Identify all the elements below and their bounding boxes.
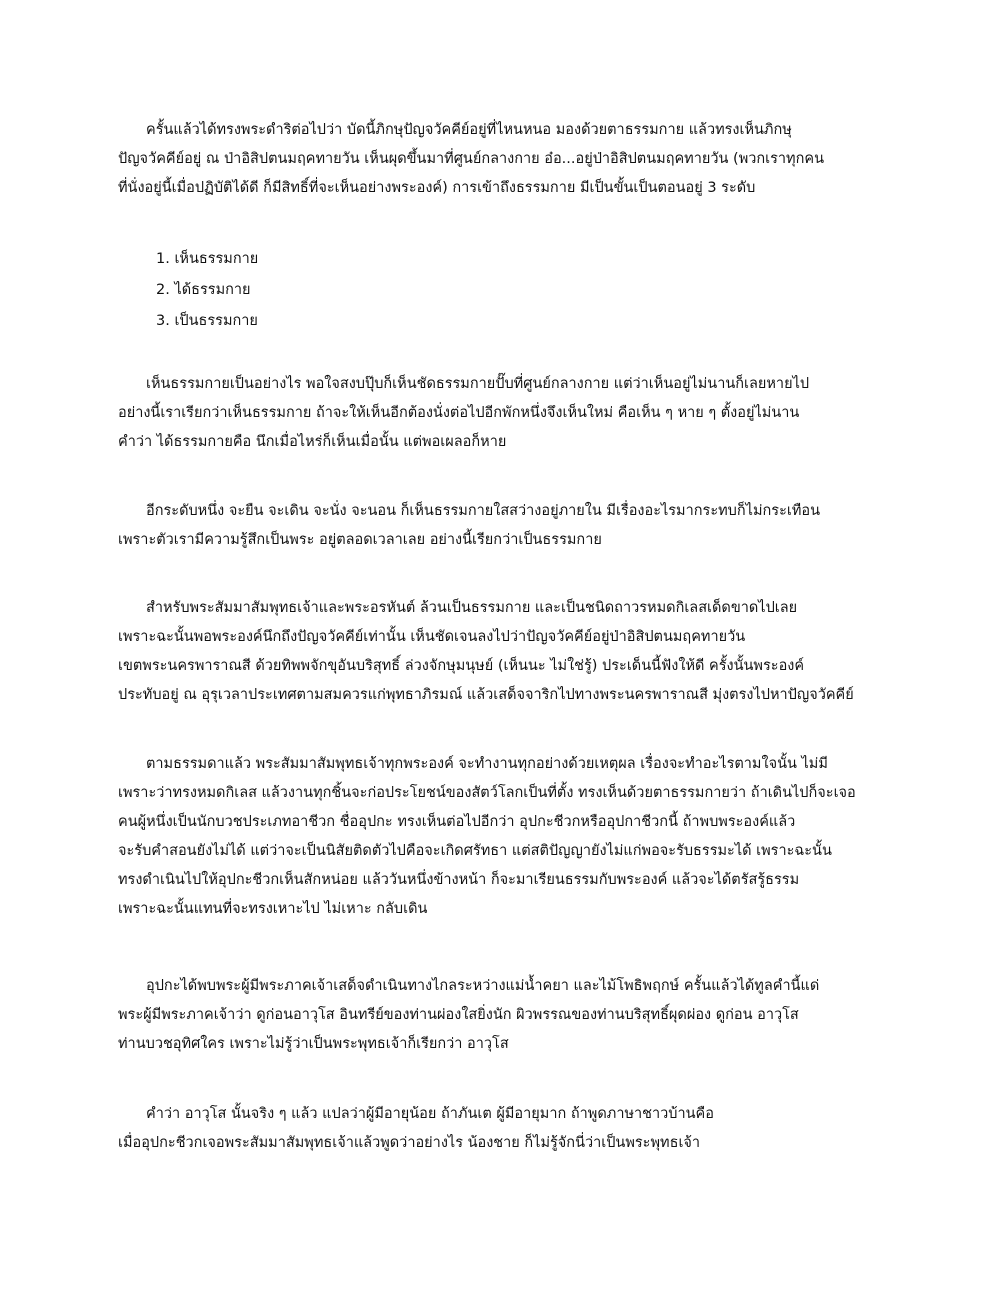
text-line: ตามธรรมดาแล้ว พระสัมมาสัมพุทธเจ้าทุกพระองค์ จะทำงานทุกอย่างด้วยเหตุผล เรื่องจะทำอะไรตามใจนั้น ไม่มี	[146, 756, 828, 772]
text-line: ท่านบวชอุทิศใคร เพราะไม่รู้ว่าเป็นพระพุทธเจ้าก็เรียกว่า อาวุโส	[118, 1036, 509, 1052]
text-line: เพราะตัวเรามีความรู้สึกเป็นพระ อยู่ตลอดเวลาเลย อย่างนี้เรียกว่าเป็นธรรมกาย	[118, 532, 602, 548]
numbered-list	[156, 244, 258, 337]
text-line: คนผู้หนึ่งเป็นนักบวชประเภทอาชีวก ชื่ออุปกะ ทรงเห็นต่อไปอีกว่า อุปกะชีวกหรืออุปกาชีวกนี้ ถ้าพบพระองค์แล้ว	[118, 814, 796, 830]
text-line: คำว่า ได้ธรรมกายคือ นึกเมื่อไหร่ก็เห็นเมื่อนั้น แต่พอเผลอก็หาย	[118, 434, 507, 450]
list-item: 2. ได้ธรรมกาย	[156, 282, 251, 298]
text-line: อุปกะได้พบพระผู้มีพระภาคเจ้าเสด็จดำเนินทางไกลระหว่างแม่น้ำคยา และไม้โพธิพฤกษ์ ครั้นแล้วได้ทูลคำนี้แด่	[146, 978, 820, 994]
text-line: ปัญจวัคคีย์อยู่ ณ ป่าอิสิปตนมฤคทายวัน เห็นผุดขึ้นมาที่ศูนย์กลางกาย อ๋อ...อยู่ป่าอิสิปตนมฤคทายวัน (พวกเราทุกคน	[118, 151, 825, 167]
text-line: สำหรับพระสัมมาสัมพุทธเจ้าและพระอรหันต์ ล้วนเป็นธรรมกาย และเป็นชนิดถาวรหมดกิเลสเด็ดขาดไปเลย	[146, 600, 798, 616]
text-line: เพราะว่าทรงหมดกิเลส แล้วงานทุกชิ้นจะก่อประโยชน์ของสัตว์โลกเป็นที่ตั้ง ทรงเห็นด้วยตาธรรมกายว่า ถ้าเดินไปก็จะเจอ	[118, 785, 856, 801]
list-item: 1. เห็นธรรมกาย	[156, 251, 259, 267]
text-line: เมื่ออุปกะชีวกเจอพระสัมมาสัมพุทธเจ้าแล้วพูดว่าอย่างไร น้องชาย ก็ไม่รู้จักนี่ว่าเป็นพระพุทธเจ้า	[118, 1135, 701, 1151]
paragraph-3	[118, 497, 898, 555]
paragraph-2	[118, 370, 898, 457]
text-line: เพราะฉะนั้นพอพระองค์นึกถึงปัญจวัคคีย์เท่านั้น เห็นชัดเจนลงไปว่าปัญจวัคคีย์อยู่ป่าอิสิปตนมฤคทายวัน	[118, 629, 746, 645]
paragraph-5	[118, 750, 898, 924]
text-line: จะรับคำสอนยังไม่ได้ แต่ว่าจะเป็นนิสัยติดตัวไปคือจะเกิดศรัทธา แต่สติปัญญายังไม่แก่พอจะรับธรรมะได้ เพราะฉะนั้น	[118, 843, 832, 859]
paragraph-7	[118, 1100, 898, 1158]
text-line: ที่นั่งอยู่นี้เมื่อปฏิบัติได้ดี ก็มีสิทธิ์ที่จะเห็นอย่างพระองค์) การเข้าถึงธรรมกาย มีเป็นขั้นเป็นตอนอยู่ 3 ระดับ	[118, 180, 756, 196]
text-line: เขตพระนครพาราณสี ด้วยทิพพจักขุอันบริสุทธิ์ ล่วงจักษุมนุษย์ (เห็นนะ ไม่ใช่รู้) ประเด็นนี้ฟังให้ดี ครั้งนั้นพระองค์	[118, 658, 805, 674]
paragraph-1	[118, 116, 898, 203]
text-line: อย่างนี้เราเรียกว่าเห็นธรรมกาย ถ้าจะให้เห็นอีกต้องนั่งต่อไปอีกพักหนึ่งจึงเห็นใหม่ คือเห็น ๆ หาย ๆ ตั้งอยู่ไม่นาน	[118, 405, 800, 421]
text-line: เพราะฉะนั้นแทนที่จะทรงเหาะไป ไม่เหาะ กลับเดิน	[118, 901, 428, 917]
text-line: คำว่า อาวุโส นั้นจริง ๆ แล้ว แปลว่าผู้มีอายุน้อย ถ้าภันเต ผู้มีอายุมาก ถ้าพูดภาษาชาวบ้านคือ	[146, 1106, 714, 1122]
text-line: พระผู้มีพระภาคเจ้าว่า ดูก่อนอาวุโส อินทรีย์ของท่านผ่องใสยิ่งนัก ผิวพรรณของท่านบริสุทธิ์ผุดผ่อง ดูก่อน อาวุโส	[118, 1007, 799, 1023]
text-line: อีกระดับหนึ่ง จะยืน จะเดิน จะนั่ง จะนอน ก็เห็นธรรมกายใสสว่างอยู่ภายใน มีเรื่องอะไรมากระทบก็ไม่กระเทือน	[146, 503, 820, 519]
text-line: ประทับอยู่ ณ อุรุเวลาประเทศตามสมควรแก่พุทธาภิรมณ์ แล้วเสด็จจาริกไปทางพระนครพาราณสี มุ่งตรงไปหาปัญจวัคคีย์	[118, 687, 854, 703]
paragraph-6	[118, 972, 898, 1059]
text-line: ทรงดำเนินไปให้อุปกะชีวกเห็นสักหน่อย แล้ววันหนึ่งข้างหน้า ก็จะมาเรียนธรรมกับพระองค์ แล้วจะได้ตรัสรู้ธรรม	[118, 872, 800, 888]
list-item: 3. เป็นธรรมกาย	[156, 313, 258, 329]
text-line: ครั้นแล้วได้ทรงพระดำริต่อไปว่า บัดนี้ภิกษุปัญจวัคคีย์อยู่ที่ไหนหนอ มองด้วยตาธรรมกาย แล้วทรงเห็นภิกษุ	[146, 122, 792, 138]
text-line: เห็นธรรมกายเป็นอย่างไร พอใจสงบปุ๊บก็เห็นชัดธรรมกายปั๊บที่ศูนย์กลางกาย แต่ว่าเห็นอยู่ไม่นานก็เลยหายไป	[146, 376, 810, 392]
paragraph-4	[118, 594, 898, 710]
